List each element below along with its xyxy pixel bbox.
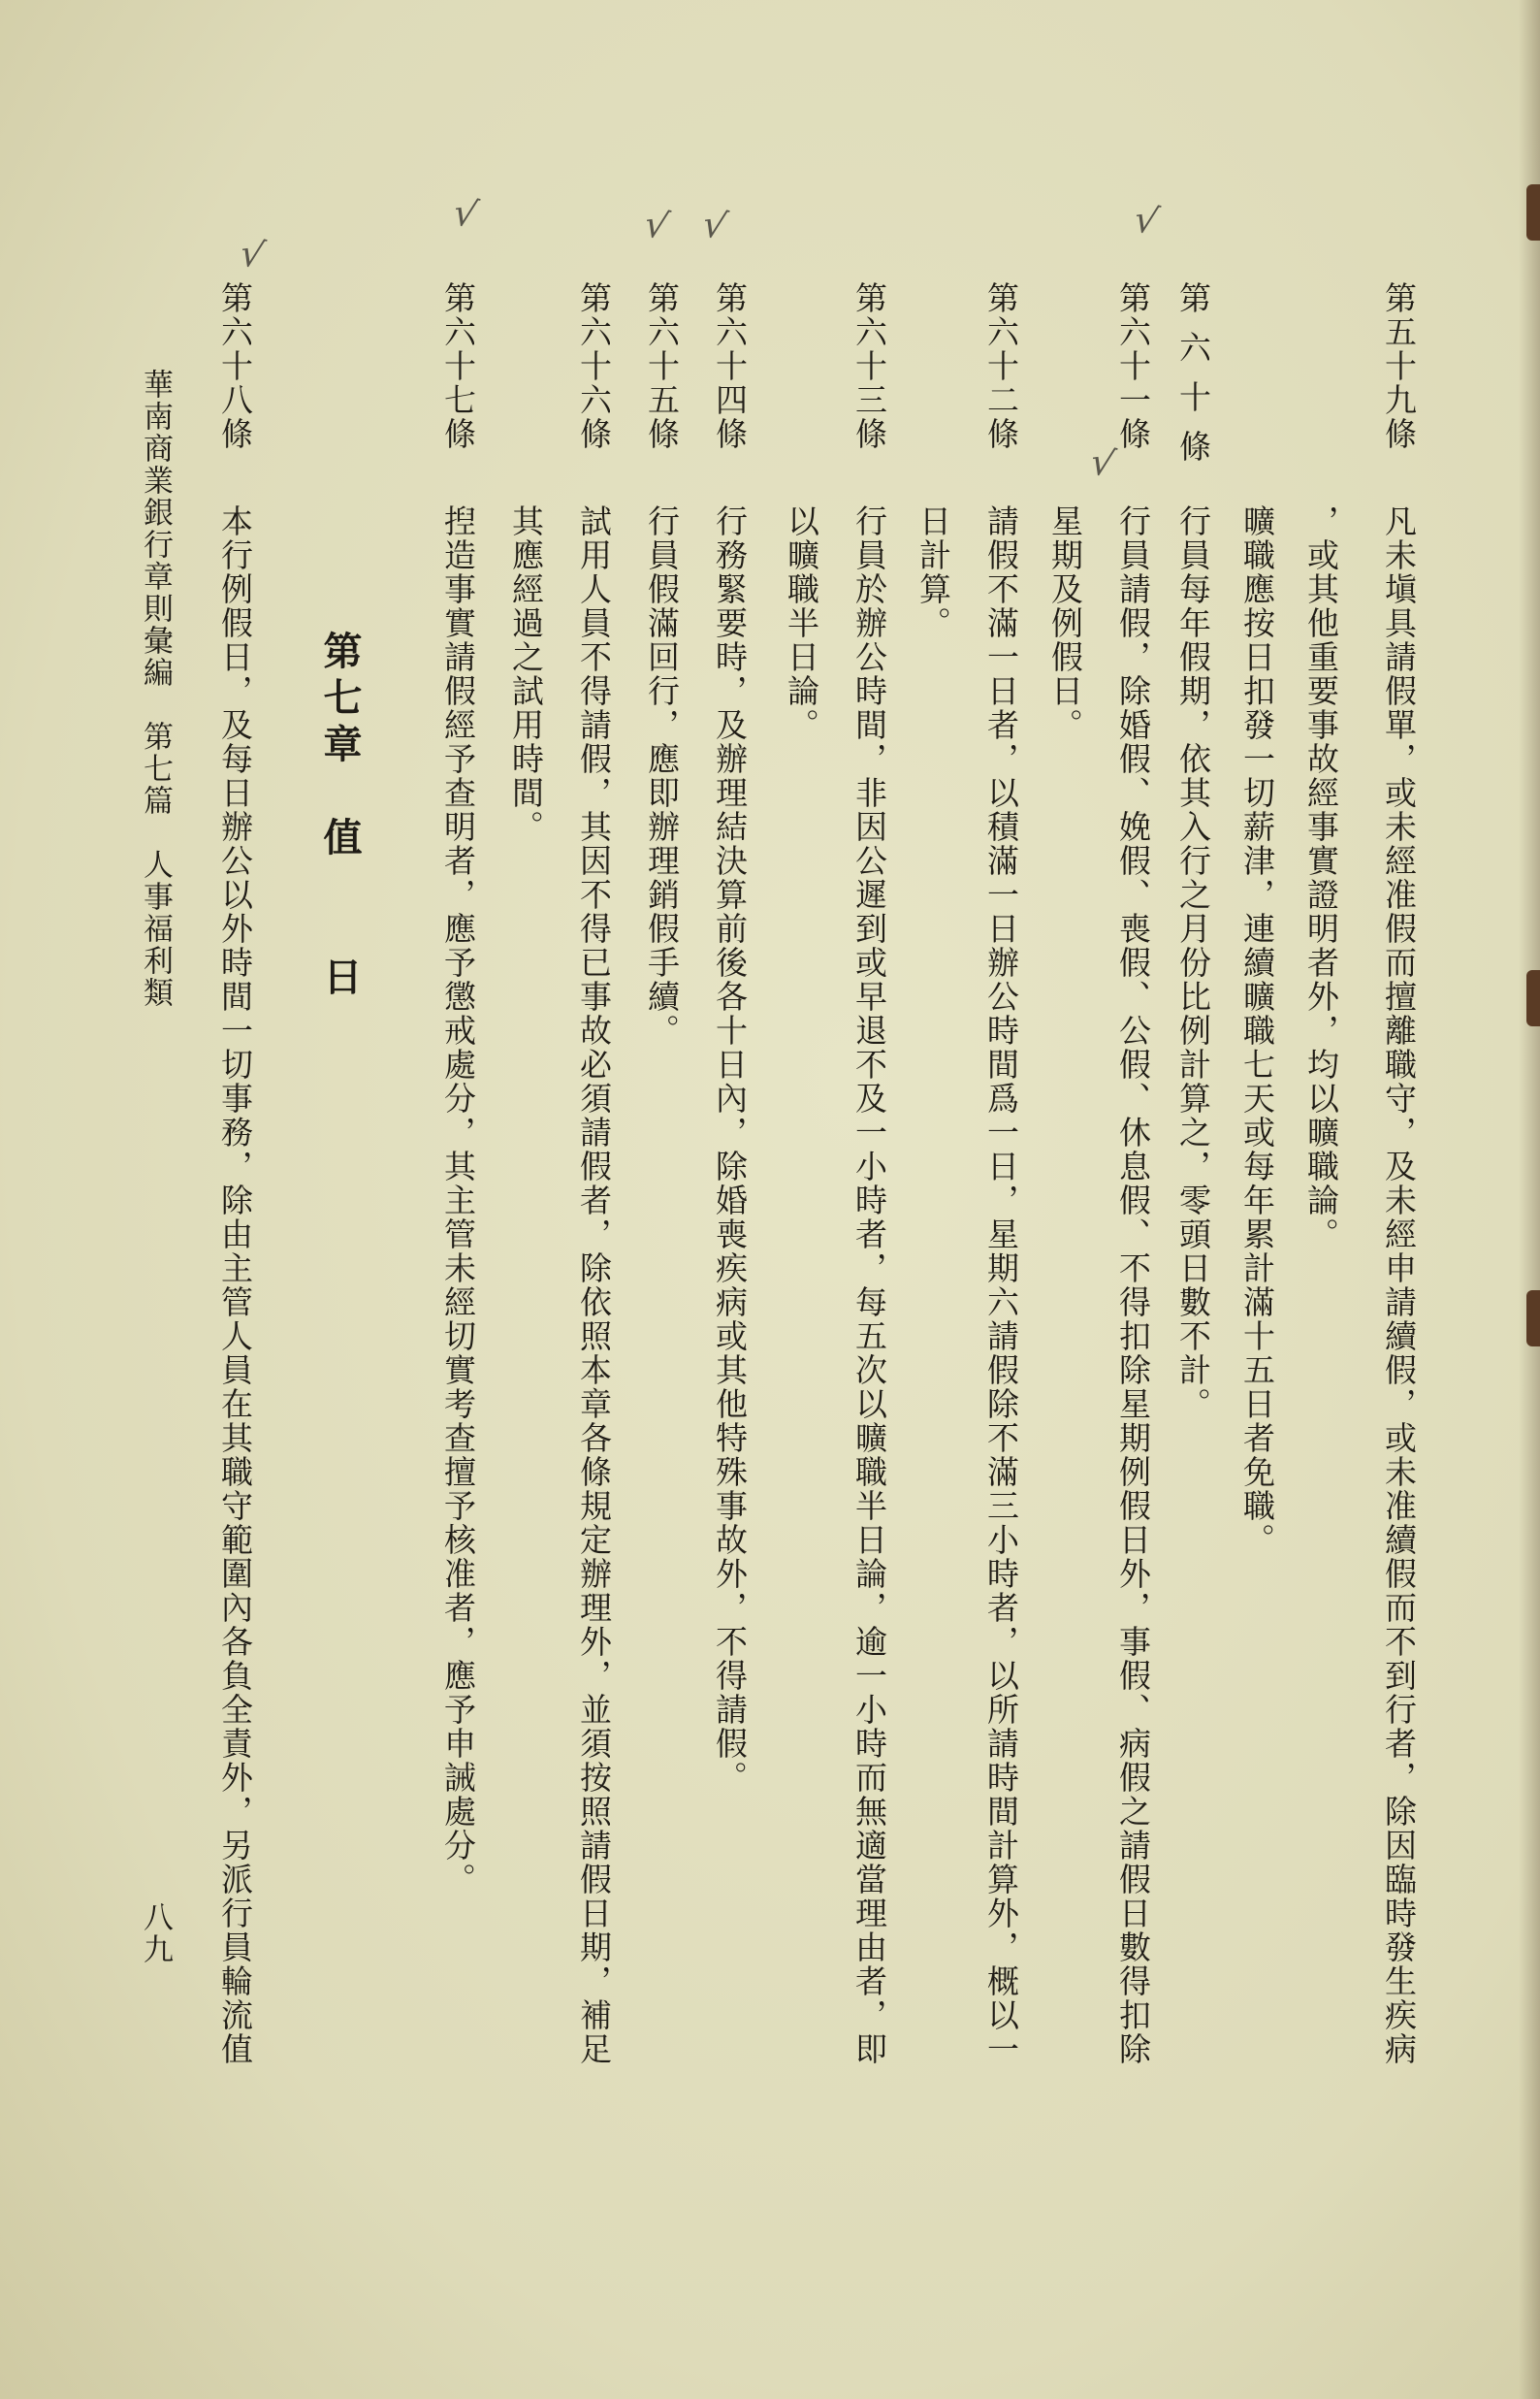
staple-middle: [1526, 970, 1540, 1026]
pencil-check-mark: √: [236, 230, 269, 278]
article-text: 日計算。: [914, 504, 952, 640]
article-text: 行員每年假期，依其入行之月份比例計算之，零頭日數不計。: [1174, 504, 1212, 1421]
article-text: 行務緊要時，及辦理結決算前後各十日內，除婚喪疾病或其他特殊事故外，不得請假。: [711, 504, 749, 1795]
article-label: 第六十三條: [850, 281, 888, 451]
chapter-heading: 第七章 值 日: [317, 631, 363, 1003]
article-label: 第六十一條: [1114, 281, 1152, 451]
article-text: 本行例假日，及每日辦公以外時間一切事務，除由主管人員在其職守範圍內各負全責外，另派行員輪流值: [216, 504, 254, 2066]
article-text: ，或其他重要事故經事實證明者外，均以曠職論。: [1302, 504, 1340, 1251]
article-label: 第六十七條: [439, 281, 477, 451]
article-text: 曠職應按日扣發一切薪津，連續曠職七天或每年累計滿十五日者免職。: [1238, 504, 1276, 1557]
article-text: 其應經過之試用時間。: [507, 504, 545, 844]
article-text: 以曠職半日論。: [783, 504, 820, 742]
article-label: 第六十五條: [643, 281, 681, 451]
article-label: 第六十八條: [216, 281, 254, 451]
article-text: 試用人員不得請假，其因不得已事故必須請假者，除依照本章各條規定辦理外，並須按照請假日期，補足: [575, 504, 613, 2066]
article-text: 請假不滿一日者，以積滿一日辦公時間爲一日，星期六請假除不滿三小時者，以所請時間計算外，概以一: [982, 504, 1020, 2066]
article-text: 揑造事實請假經予查明者，應予懲戒處分，其主管未經切實考查擅予核准者，應予申誡處分。: [439, 504, 477, 1897]
article-text: 行員假滿回行，應即辦理銷假手續。: [643, 504, 681, 1048]
article-label: 第六十條: [1174, 281, 1212, 479]
binding-edge: [1519, 0, 1540, 2399]
article-label: 第六十四條: [711, 281, 749, 451]
pencil-check-mark: √: [449, 189, 482, 238]
staple-lower: [1526, 1290, 1540, 1346]
pencil-check-mark: √: [1086, 438, 1119, 487]
article-text: 星期及例假日。: [1046, 504, 1084, 742]
article-text: 凡未塡具請假單，或未經准假而擅離職守，及未經申請續假，或未准續假而不到行者，除因臨時發生疾病: [1380, 504, 1418, 2066]
article-label: 第六十六條: [575, 281, 613, 451]
running-footer-title: 華南商業銀行章則彙編 第七篇 人事福利類: [138, 369, 173, 1009]
pencil-check-mark: √: [698, 201, 731, 249]
page-number: 八九: [138, 1901, 173, 1965]
article-text: 行員請假，除婚假、娩假、喪假、公假、休息假、不得扣除星期例假日外，事假、病假之請假日數得扣除: [1114, 504, 1152, 2066]
article-text: 行員於辦公時間，非因公遲到或早退不及一小時者，每五次以曠職半日論，逾一小時而無適當理由者，即: [850, 504, 888, 2066]
article-label: 第五十九條: [1380, 281, 1418, 451]
pencil-check-mark: √: [640, 201, 673, 249]
staple-top: [1526, 184, 1540, 241]
pencil-check-mark: √: [1130, 196, 1163, 244]
article-label: 第六十二條: [982, 281, 1020, 451]
